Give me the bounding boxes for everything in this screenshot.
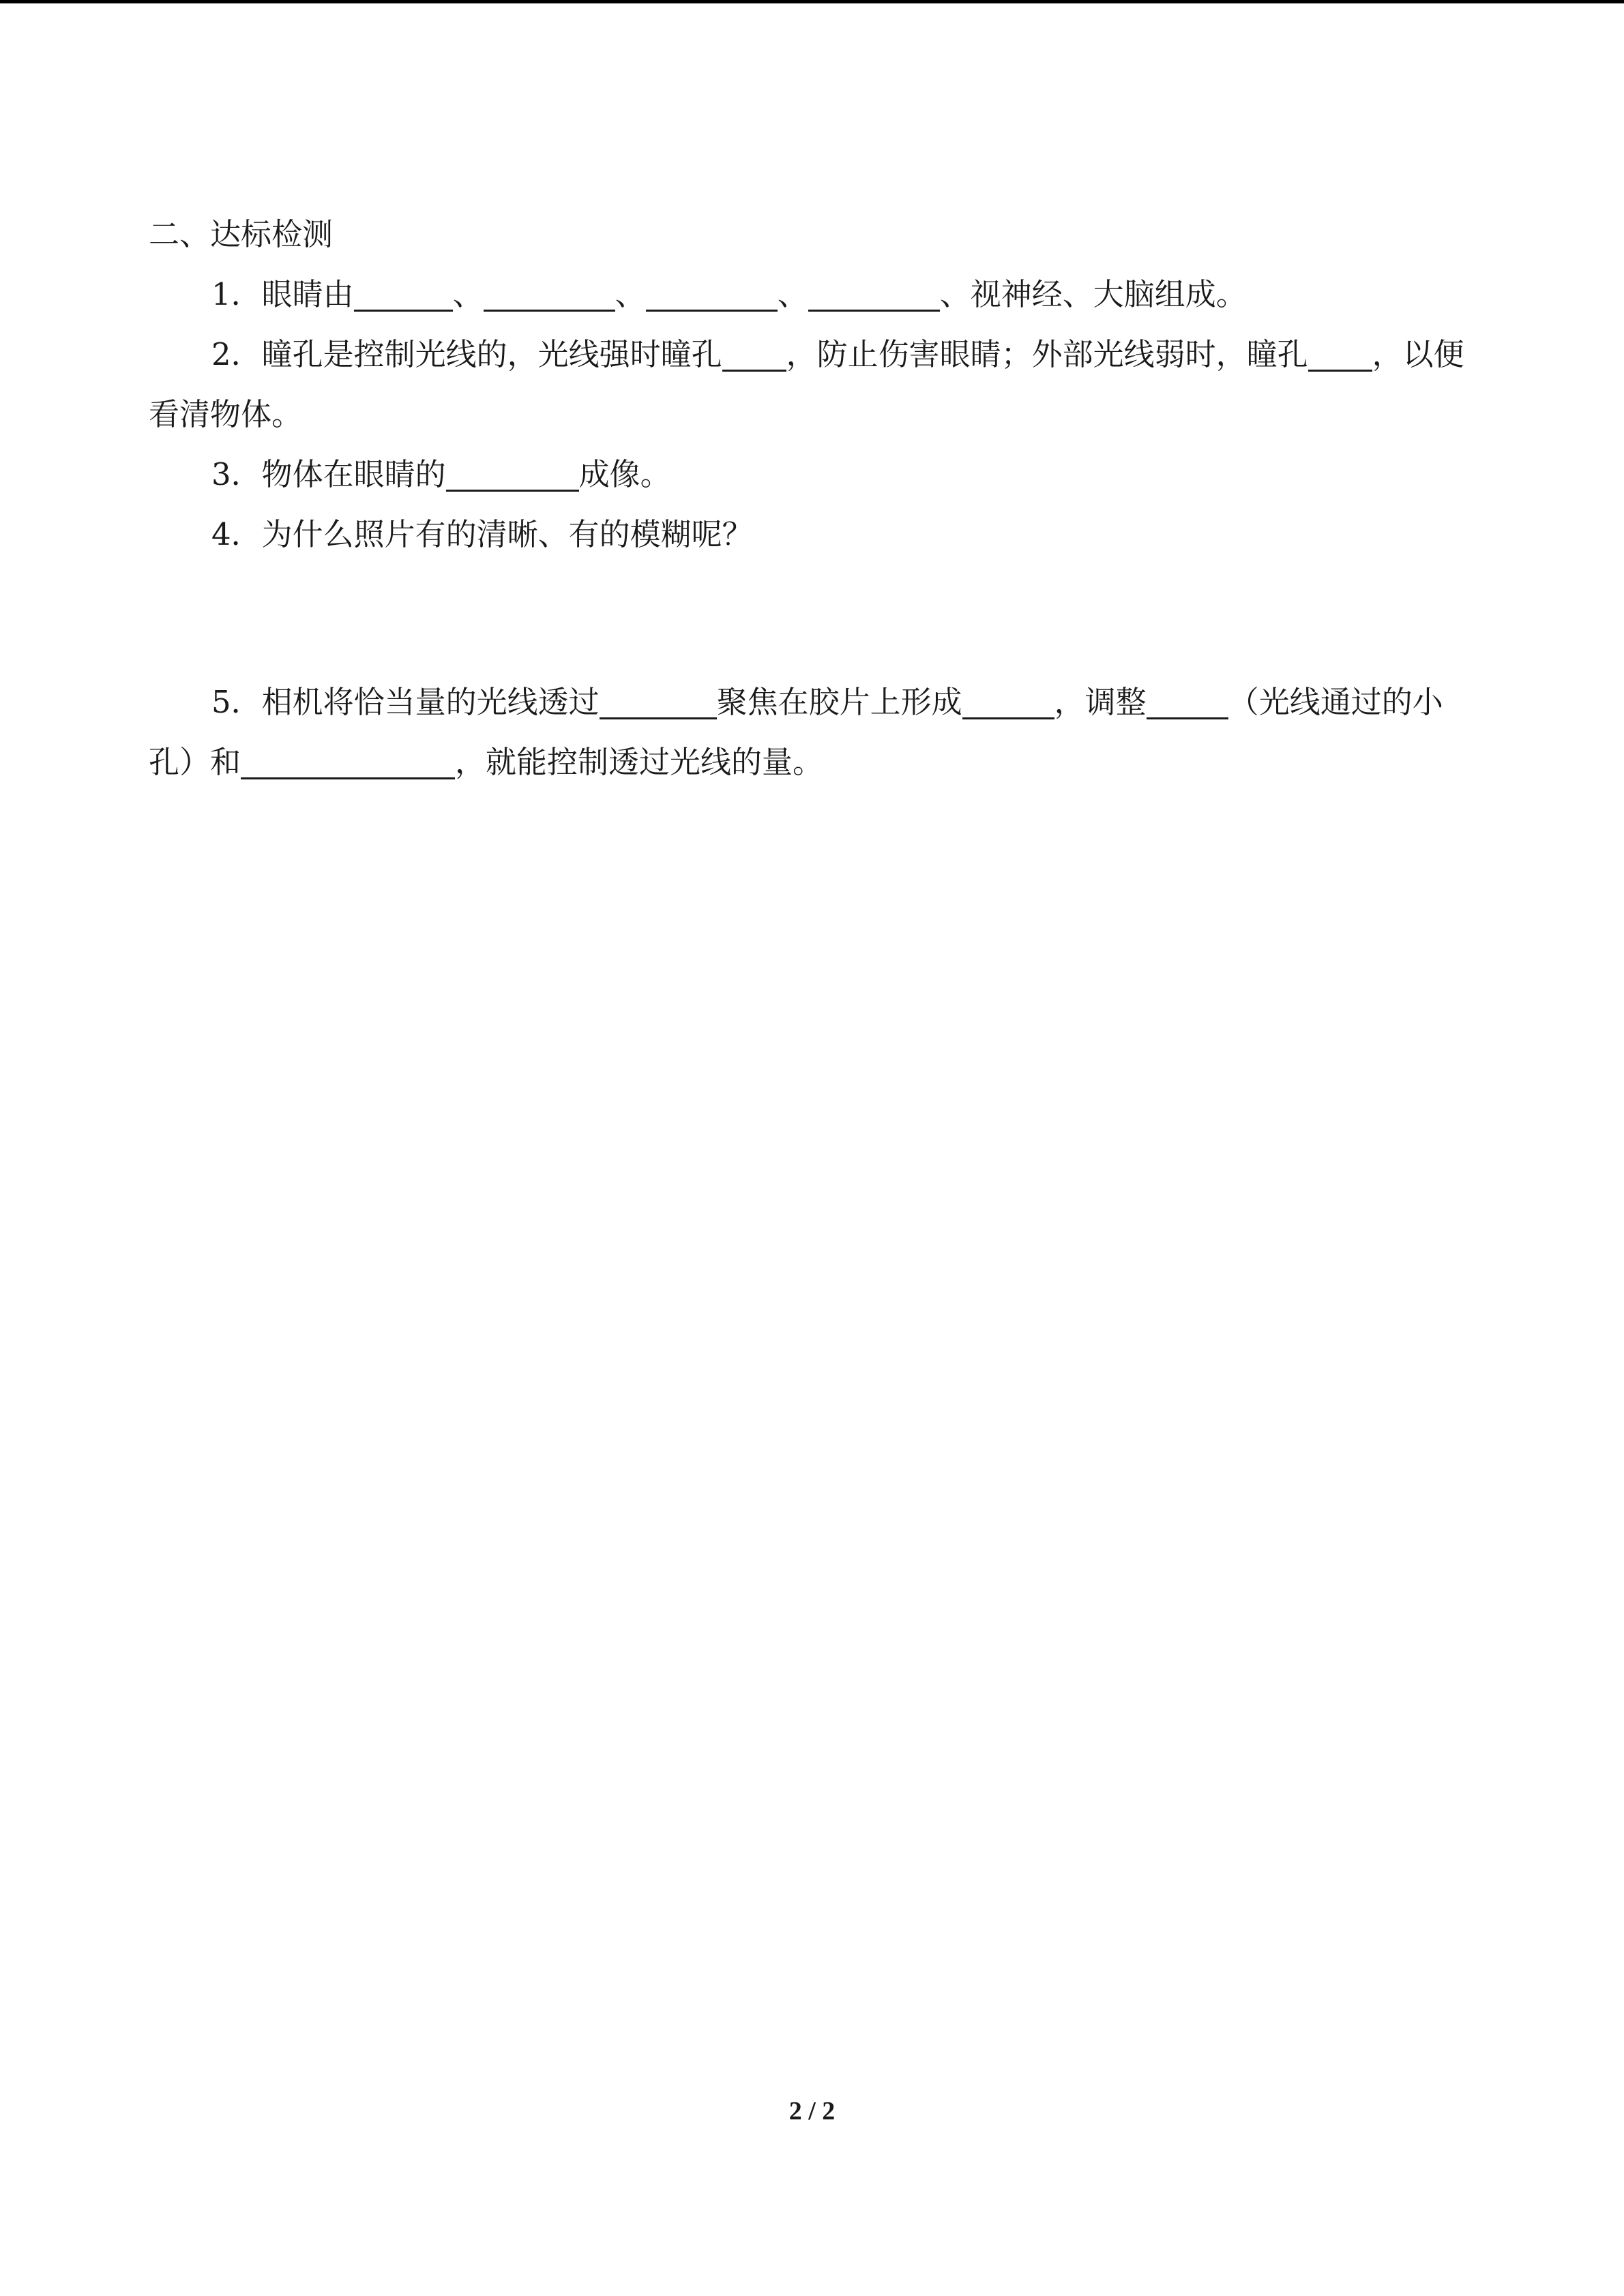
- worksheet-body: [149, 205, 1480, 792]
- q2-text-1: 瞳孔是控制光线的，光线强时瞳孔: [261, 336, 722, 372]
- top-border-line: [0, 0, 1624, 3]
- q1-separator: 、: [615, 276, 646, 312]
- question-4: [149, 505, 1480, 565]
- q3-number: 3．: [211, 456, 262, 492]
- q1-blank-1[interactable]: [354, 275, 453, 312]
- q2-blank-1[interactable]: [722, 336, 786, 372]
- q1-separator: 、: [939, 276, 971, 312]
- q3-blank-1[interactable]: [446, 456, 579, 492]
- q1-number: 1．: [211, 276, 262, 312]
- q5-text-2: 聚焦在胶片上形成: [716, 684, 962, 720]
- q5-text-5: ，就能控制透过光线的量。: [455, 744, 824, 780]
- question-2: [149, 325, 1480, 445]
- q4-text: 为什么照片有的清晰、有的模糊呢？: [261, 516, 753, 552]
- q5-blank-1[interactable]: [600, 683, 717, 719]
- page-number: 2 / 2: [788, 2097, 836, 2126]
- q3-text-1: 物体在眼睛的: [261, 456, 446, 492]
- q1-separator: 、: [452, 276, 484, 312]
- q5-number: 5．: [211, 684, 262, 720]
- q5-blank-3[interactable]: [1147, 683, 1228, 719]
- q2-number: 2．: [211, 336, 262, 372]
- q1-separator: 、: [777, 276, 808, 312]
- q1-blank-3[interactable]: [646, 275, 778, 312]
- q2-blank-2[interactable]: [1308, 336, 1372, 372]
- q1-blank-4[interactable]: [808, 275, 940, 312]
- q5-blank-2[interactable]: [962, 683, 1054, 719]
- question-3: [149, 445, 1480, 505]
- q2-text-3: ，以便看清物体。: [149, 336, 1464, 432]
- question-1: [149, 265, 1480, 325]
- q1-tail: 视神经、大脑组成。: [970, 276, 1247, 312]
- question-5: [149, 672, 1480, 792]
- q5-text-3: ，调整: [1054, 684, 1147, 720]
- q4-number: 4．: [211, 516, 262, 552]
- q3-text-2: 成像。: [578, 456, 671, 492]
- section-title: 二、达标检测: [149, 216, 334, 252]
- q1-lead: 眼睛由: [261, 276, 354, 312]
- q2-text-2: ，防止伤害眼睛；外部光线弱时，瞳孔: [786, 336, 1308, 372]
- q1-blank-2[interactable]: [484, 275, 615, 312]
- q5-blank-4[interactable]: [241, 743, 455, 779]
- q5-text-1: 相机将恰当量的光线透过: [261, 684, 600, 720]
- q5-text-4: （光线通过的小孔）和: [149, 684, 1443, 780]
